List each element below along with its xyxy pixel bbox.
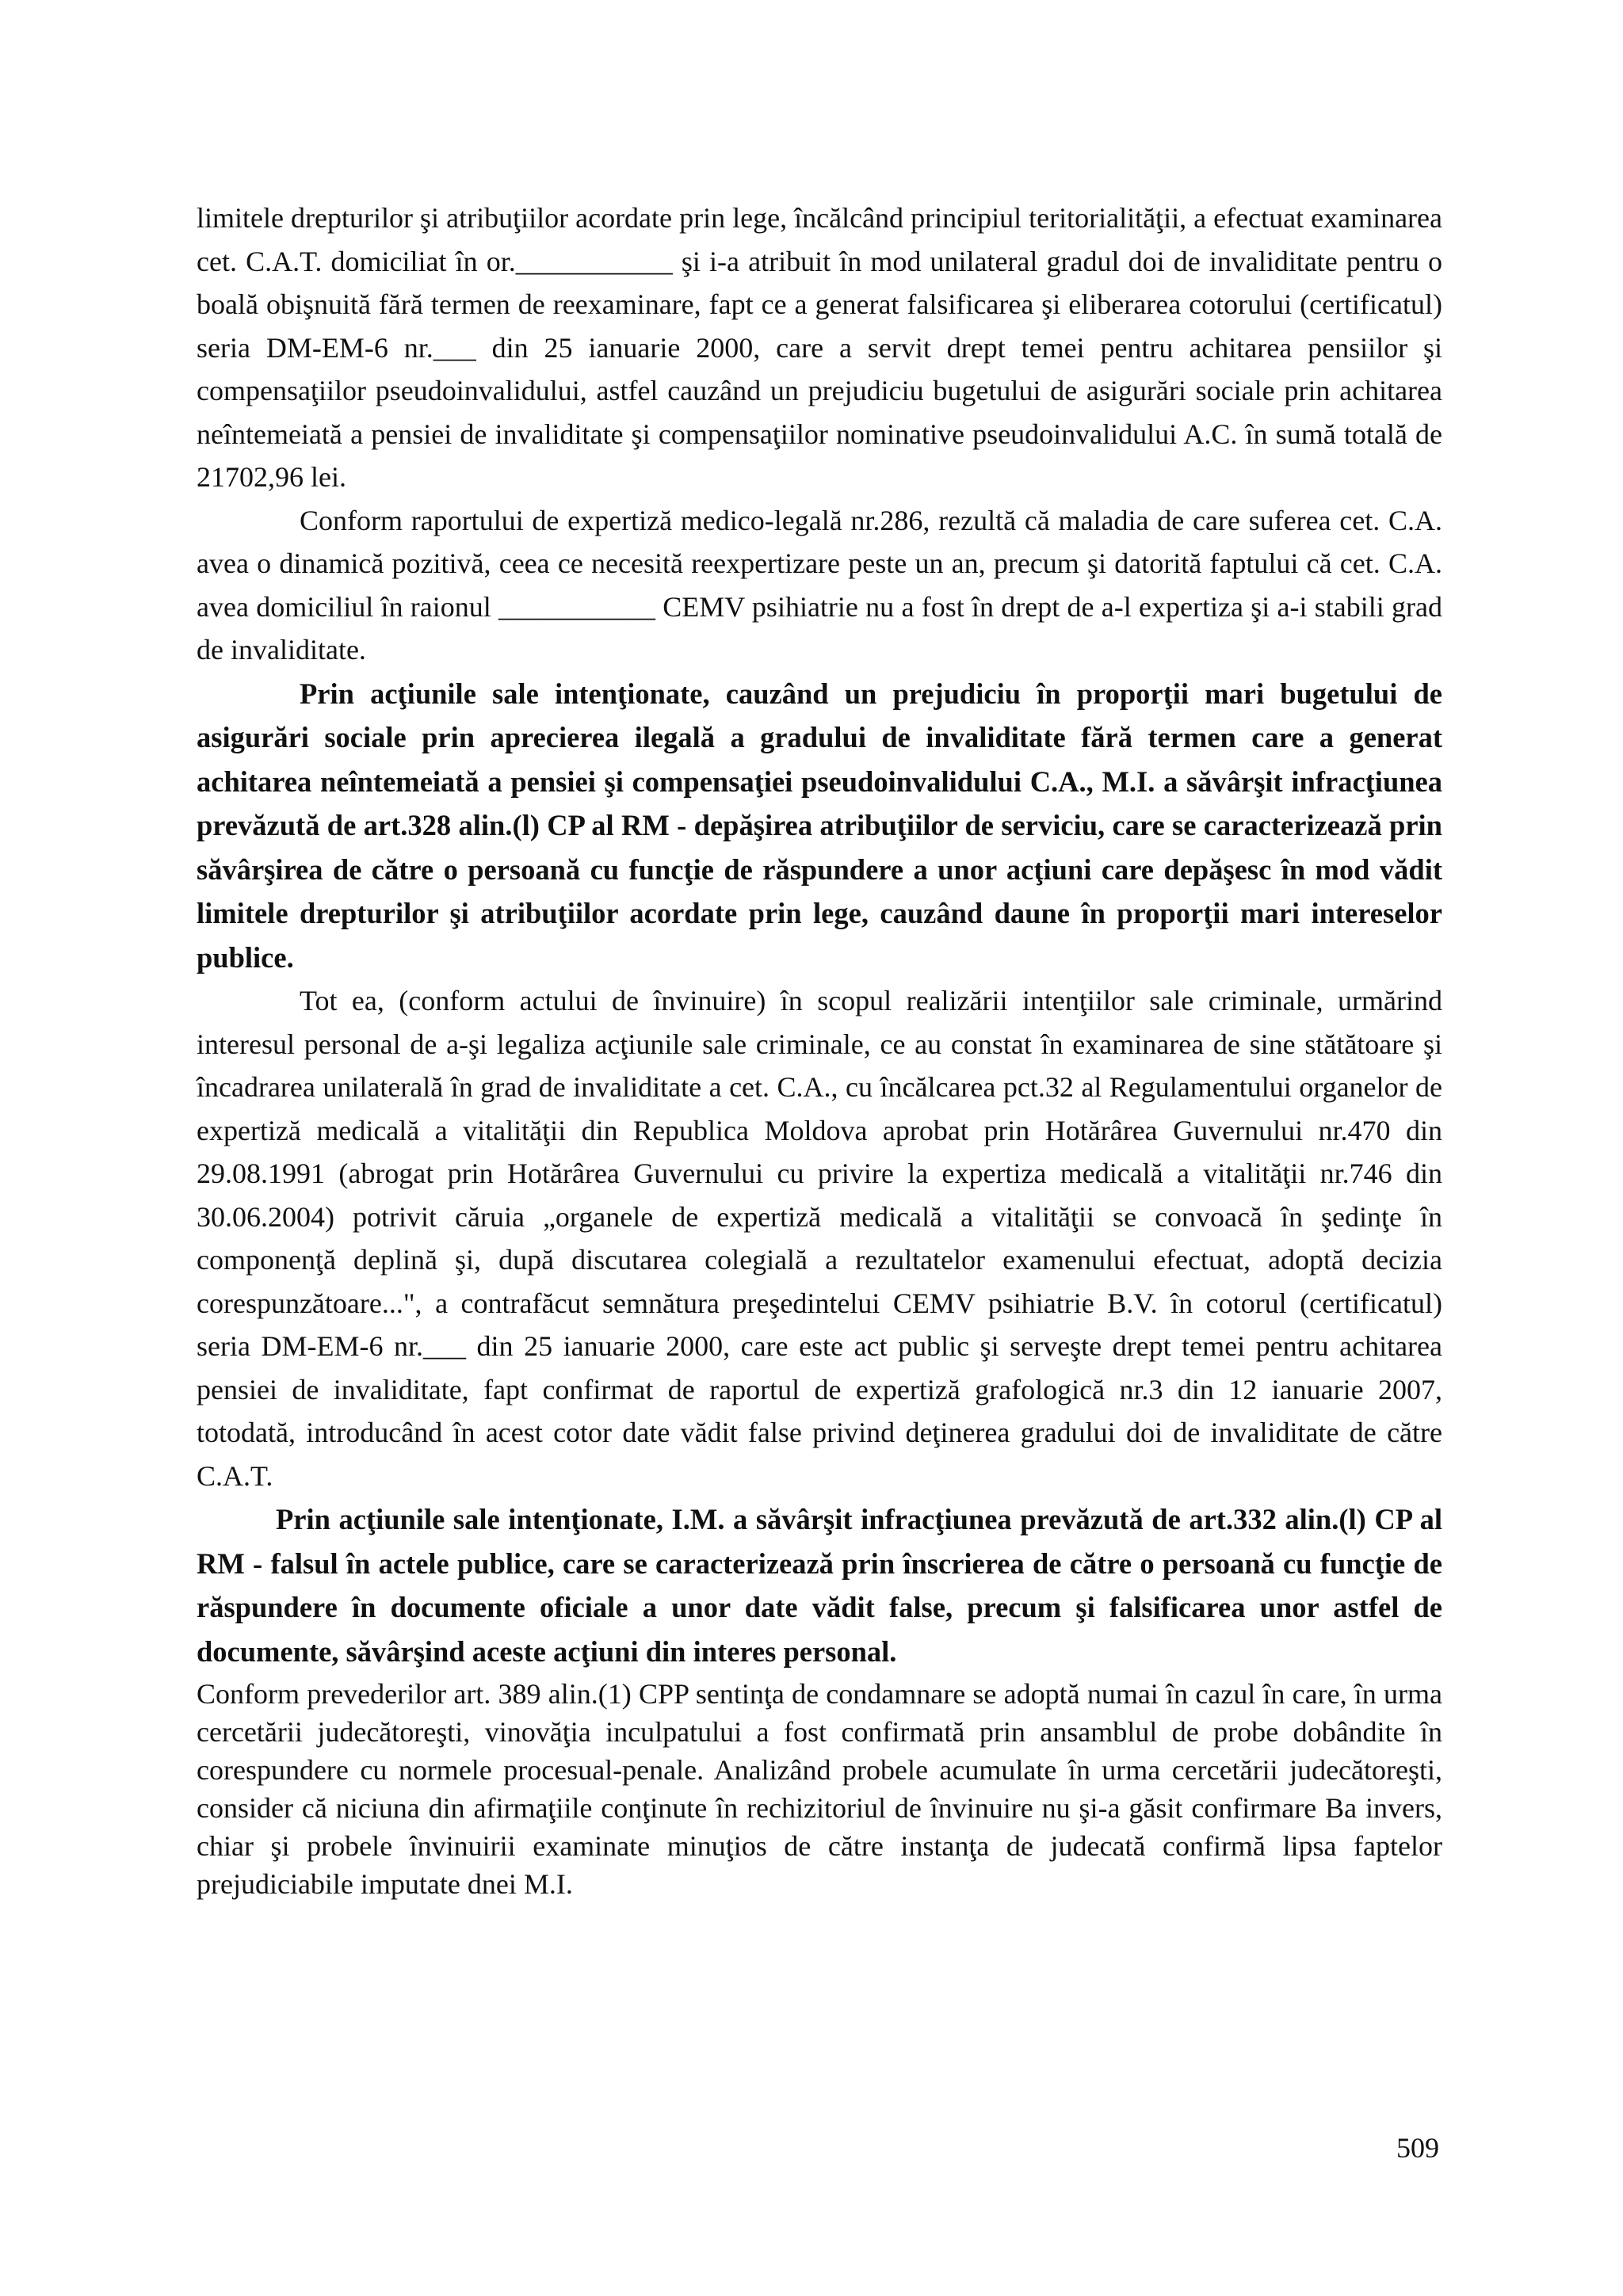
paragraph-qualification-art-332: Prin acţiunile sale intenţionate, I.M. a săvârşit infracţiunea prevăzută de art.332 alin.(l) CP al RM - falsul în actele publice, care se caracterizează prin înscrierea de către o persoană cu funcţie de răspundere în documente oficiale a unor date vădit false, precum şi falsificarea unor astfel de documente, săvârşind aceste acţiuni din interes personal. bbox=[197, 1503, 1442, 1668]
paragraph-court-analysis: Conform prevederilor art. 389 alin.(1) CPP sentinţa de condamnare se adoptă numai în cazul în care, în urma cercetării judecătoreşti, vinovăţia inculpatului a fost confirmată prin ansamblul de probe dobândite în corespundere cu normele procesual-penale. Analizând probele acumulate în urma cercetării judecătoreşti, consider că niciuna din afirmaţiile conţinute în rechizitoriul de învinuire nu şi-a găsit confirmare Ba invers, chiar şi probele învinuirii examinate minuţios de către instanţa de judecată confirmă lipsa faptelor prejudiciabile imputate dnei M.I. bbox=[197, 1678, 1442, 1900]
paragraph-qualification-art-328: Prin acţiunile sale intenţionate, cauzând un prejudiciu în proporţii mari bugetului de asigurări sociale prin aprecierea ilegală a gradului de invaliditate fără termen care a generat achitarea neîntemeiată a pensiei şi compensaţiei pseudoinvalidului C.A., M.I. a săvârşit infracţiunea prevăzută de art.328 alin.(l) CP al RM - depăşirea atribuţiilor de serviciu, care se caracterizează prin săvârşirea de către o persoană cu funcţie de răspundere a unor acţiuni care depăşesc în mod vădit limitele drepturilor şi atribuţiilor acordate prin lege, cauzând daune în proporţii mari intereselor publice. bbox=[197, 677, 1442, 974]
paragraph-accusation-details: Tot ea, (conform actului de învinuire) în scopul realizării intenţiilor sale criminale, urmărind interesul personal de a-şi legaliza acţiunile sale criminale, ce au constat în examinarea de sine stătătoare şi încadrarea unilaterală în grad de invaliditate a cet. C.A., cu încălcarea pct.32 al Regulamentului organelor de expertiză medicală a vitalităţii din Republica Moldova aprobat prin Hotărârea Guvernului nr.470 din 29.08.1991 (abrogat prin Hotărârea Guvernului cu privire la expertiza medicală a vitalităţii nr.746 din 30.06.2004) potrivit căruia „organele de expertiză medicală a vitalităţii se convoacă în şedinţe în componenţă deplină şi, după discutarea colegială a rezultatelor examenului efectuat, adoptă decizia corespunzătoare...", a contrafăcut semnătura preşedintelui CEMV psihiatrie B.V. în cotorul (certificatul) seria DM-EM-6 nr.___ din 25 ianuarie 2000, care este act public şi serveşte drept temei pentru achitarea pensiei de invaliditate, fapt confirmat de raportul de expertiză grafologică nr.3 din 12 ianuarie 2007, totodată, introducând în acest cotor date vădit false privind deţinerea gradului doi de invaliditate de către C.A.T. bbox=[197, 985, 1442, 1492]
paragraph-expertise-report: Conform raportului de expertiză medico-legală nr.286, rezultă că maladia de care suferea cet. C.A. avea o dinamică pozitivă, ceea ce necesită reexpertizare peste un an, precum şi datorită faptului că cet. C.A. avea domiciliul în raionul ___________ CEMV psihiatrie nu a fost în drept de a-l expertiza şi a-i stabili grad de invaliditate. bbox=[197, 504, 1442, 666]
paragraph-continuation: limitele drepturilor şi atribuţiilor acordate prin lege, încălcând principiul teritorialităţii, a efectuat examinarea cet. C.A.T. domiciliat în or.___________ şi i-a atribuit în mod unilateral gradul doi de invaliditate pentru o boală obişnuită fără termen de reexaminare, fapt ce a generat falsificarea şi eliberarea cotorului (certificatul) seria DM-EM-6 nr.___ din 25 ianuarie 2000, care a servit drept temei pentru achitarea pensiilor şi compensaţiilor pseudoinvalidului, astfel cauzând un prejudiciu bugetului de asigurări sociale prin achitarea neîntemeiată a pensiei de invaliditate şi compensaţiilor nominative pseudoinvalidului A.C. în sumă totală de 21702,96 lei. bbox=[197, 202, 1442, 493]
document-body bbox=[197, 196, 1442, 1903]
page-number: 509 bbox=[1396, 2132, 1439, 2164]
